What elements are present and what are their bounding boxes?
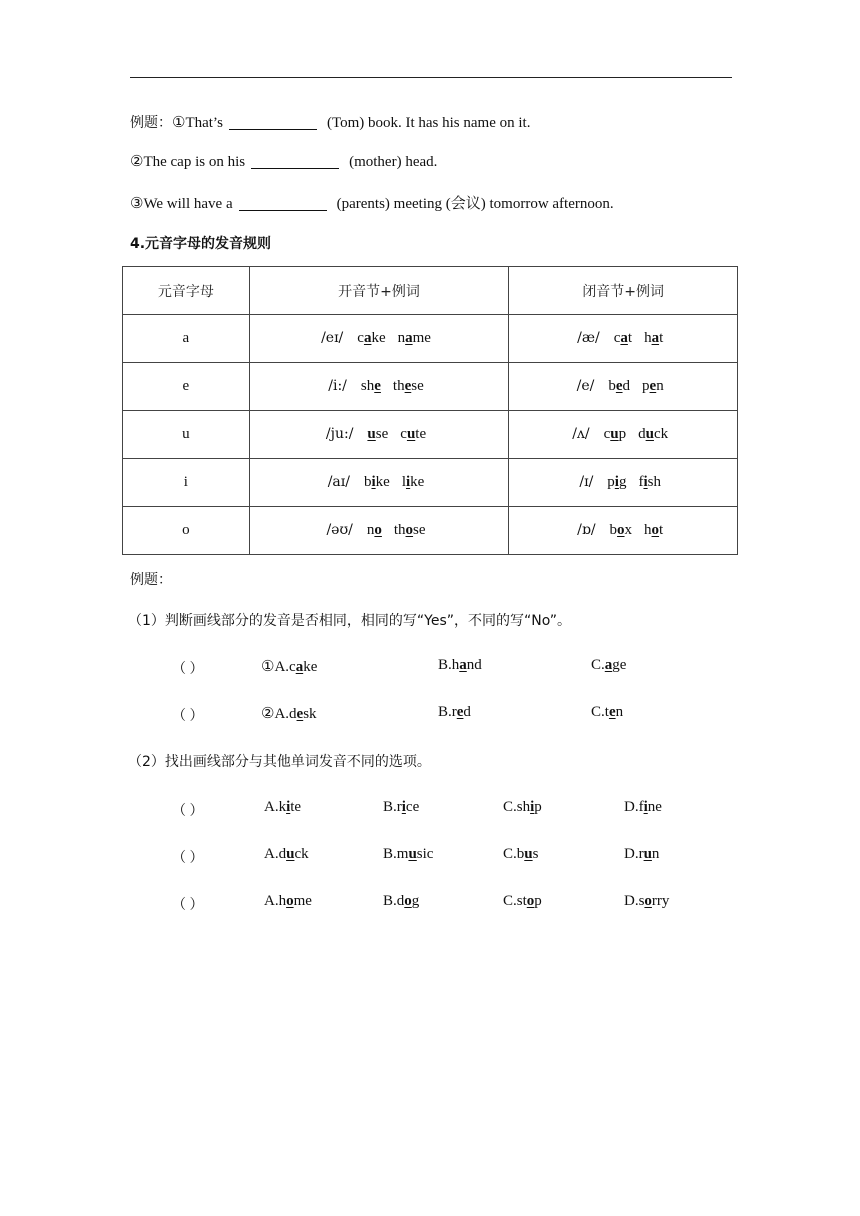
vowel-letter-cell: a — [123, 315, 250, 363]
sentence-1-hint: (Tom) book. It has his name on it. — [326, 115, 531, 131]
example-word: hot — [644, 522, 664, 538]
open-syllable-cell — [249, 363, 509, 411]
answer-option: D.fine — [624, 799, 662, 815]
sentence-2-prefix: ②The cap is on his — [130, 154, 246, 170]
example-word: cat — [613, 330, 633, 346]
example-word: bike — [363, 474, 390, 490]
underlined-letter: a — [459, 657, 467, 673]
header-open-syllable: 开音节+例词 — [249, 267, 509, 315]
answer-blank-3[interactable] — [239, 196, 327, 211]
answer-blank-1[interactable] — [229, 115, 317, 130]
underlined-letter: i — [643, 799, 648, 815]
sentence-2-hint: (mother) head. — [349, 154, 438, 170]
answer-option: B.dog — [383, 893, 420, 909]
answer-parentheses[interactable]: （ ） — [172, 804, 204, 819]
underlined-letter: u — [286, 846, 295, 862]
part2-title: （2）找出画线部分与其他单词发音不同的选项。 — [128, 754, 431, 770]
closed-syllable-cell — [509, 411, 738, 459]
answer-option: D.run — [624, 846, 660, 862]
phonetic-symbol: /ɒ/ — [577, 522, 596, 538]
vowel-letter-cell: i — [123, 459, 250, 507]
answer-option: C.bus — [503, 846, 539, 862]
example-word: fish — [638, 474, 661, 490]
underlined-letter: i — [371, 474, 376, 490]
underlined-letter: i — [286, 799, 291, 815]
vowel-letter-cell: u — [123, 411, 250, 459]
answer-option: A.duck — [264, 846, 309, 862]
closed-syllable-cell — [509, 459, 738, 507]
example-word: like — [401, 474, 425, 490]
closed-syllable-cell — [509, 363, 738, 411]
example-sentence-3 — [130, 192, 614, 213]
table-header-row — [123, 267, 738, 315]
underlined-letter: e — [608, 704, 616, 720]
header-closed-syllable: 闭音节+例词 — [509, 267, 738, 315]
underlined-letter: o — [526, 893, 535, 909]
table-row — [123, 459, 738, 507]
example-word: pen — [642, 378, 664, 394]
sentence-1-prefix: ①That’s — [172, 115, 223, 131]
underlined-letter: i — [643, 474, 648, 490]
example-label: 例题： — [130, 115, 172, 131]
phonetic-symbol: /eɪ/ — [321, 330, 344, 346]
underlined-letter: u — [406, 426, 416, 442]
answer-option: D.sorry — [624, 893, 670, 909]
vowel-rules-table — [122, 266, 738, 555]
underlined-letter: i — [530, 799, 535, 815]
phonetic-symbol: /ju:/ — [325, 426, 354, 442]
sentence-3-prefix: ③We will have a — [130, 196, 233, 212]
underlined-letter: o — [651, 522, 660, 538]
example-word: no — [366, 522, 382, 538]
example-word: hat — [644, 330, 664, 346]
example-sentence-1 — [130, 112, 530, 132]
example-word: pig — [607, 474, 627, 490]
underlined-letter: a — [405, 330, 413, 346]
phonetic-symbol: /aɪ/ — [327, 474, 350, 490]
phonetic-symbol: /ʌ/ — [572, 426, 590, 442]
underlined-letter: o — [404, 893, 412, 909]
example-word: cake — [357, 330, 386, 346]
example-word: cup — [603, 426, 627, 442]
example-word: duck — [638, 426, 669, 442]
answer-option: C.ship — [503, 799, 542, 815]
open-syllable-cell — [249, 315, 509, 363]
vowel-letter-cell: o — [123, 507, 250, 555]
answer-option: ②A.desk — [261, 706, 317, 722]
underlined-letter: e — [456, 704, 464, 720]
underlined-letter: o — [617, 522, 625, 538]
open-syllable-cell — [249, 507, 509, 555]
example-word: these — [392, 378, 424, 394]
underlined-letter: e — [374, 378, 381, 394]
underlined-letter: u — [408, 846, 417, 862]
underlined-letter: i — [401, 799, 406, 815]
phonetic-symbol: /e/ — [576, 378, 595, 394]
table-row — [123, 507, 738, 555]
underlined-letter: e — [615, 378, 623, 394]
underlined-letter: i — [614, 474, 619, 490]
example-word: use — [367, 426, 389, 442]
answer-parentheses[interactable]: （ ） — [172, 851, 204, 866]
vowel-letter-cell: e — [123, 363, 250, 411]
answer-option: ①A.cake — [261, 659, 318, 675]
underlined-letter: u — [645, 426, 654, 442]
answer-option: C.ten — [591, 704, 624, 720]
phonetic-symbol: /æ/ — [577, 330, 600, 346]
answer-option: C.stop — [503, 893, 542, 909]
answer-option: B.music — [383, 846, 434, 862]
answer-option: A.home — [264, 893, 312, 909]
example-word: box — [609, 522, 633, 538]
part1-title: （1）判断画线部分的发音是否相同，相同的写“Yes”，不同的写“No”。 — [128, 613, 572, 629]
underlined-letter: a — [363, 330, 372, 346]
underlined-letter: e — [404, 378, 412, 394]
answer-option: B.hand — [438, 657, 482, 673]
header-rule — [130, 77, 732, 78]
table-row — [123, 315, 738, 363]
underlined-letter: a — [620, 330, 628, 346]
section-title: 4.元音字母的发音规则 — [130, 236, 272, 252]
underlined-letter: i — [405, 474, 411, 490]
underlined-letter: o — [286, 893, 294, 909]
sentence-3-hint: (parents) meeting (会议) tomorrow afternoon. — [336, 196, 614, 212]
closed-syllable-cell — [509, 315, 738, 363]
closed-syllable-cell — [509, 507, 738, 555]
underlined-letter: u — [524, 846, 533, 862]
example-word: she — [360, 378, 381, 394]
exercise-label: 例题： — [130, 572, 172, 588]
underlined-letter: u — [367, 426, 376, 442]
open-syllable-cell — [249, 411, 509, 459]
phonetic-symbol: /ɪ/ — [579, 474, 594, 490]
example-sentence-2 — [130, 152, 437, 171]
answer-parentheses[interactable]: （ ） — [172, 709, 204, 724]
table-row — [123, 411, 738, 459]
answer-blank-2[interactable] — [251, 154, 339, 169]
underlined-letter: e — [296, 706, 304, 722]
underlined-letter: a — [651, 330, 660, 346]
example-word: those — [393, 522, 426, 538]
table-row — [123, 363, 738, 411]
underlined-letter: a — [604, 657, 613, 673]
underlined-letter: e — [649, 378, 657, 394]
answer-option: C.age — [591, 657, 627, 673]
open-syllable-cell — [249, 459, 509, 507]
example-word: cute — [400, 426, 427, 442]
example-word: bed — [608, 378, 631, 394]
header-letter: 元音字母 — [123, 267, 250, 315]
underlined-letter: a — [295, 659, 304, 675]
underlined-letter: o — [374, 522, 382, 538]
underlined-letter: u — [610, 426, 619, 442]
answer-parentheses[interactable]: （ ） — [172, 662, 204, 677]
phonetic-symbol: /i:/ — [328, 378, 347, 394]
answer-option: B.rice — [383, 799, 420, 815]
underlined-letter: u — [643, 846, 652, 862]
example-word: name — [397, 330, 431, 346]
underlined-letter: o — [644, 893, 652, 909]
answer-option: B.red — [438, 704, 471, 720]
answer-option: A.kite — [264, 799, 302, 815]
underlined-letter: o — [405, 522, 414, 538]
answer-parentheses[interactable]: （ ） — [172, 898, 204, 913]
phonetic-symbol: /əʊ/ — [326, 522, 353, 538]
